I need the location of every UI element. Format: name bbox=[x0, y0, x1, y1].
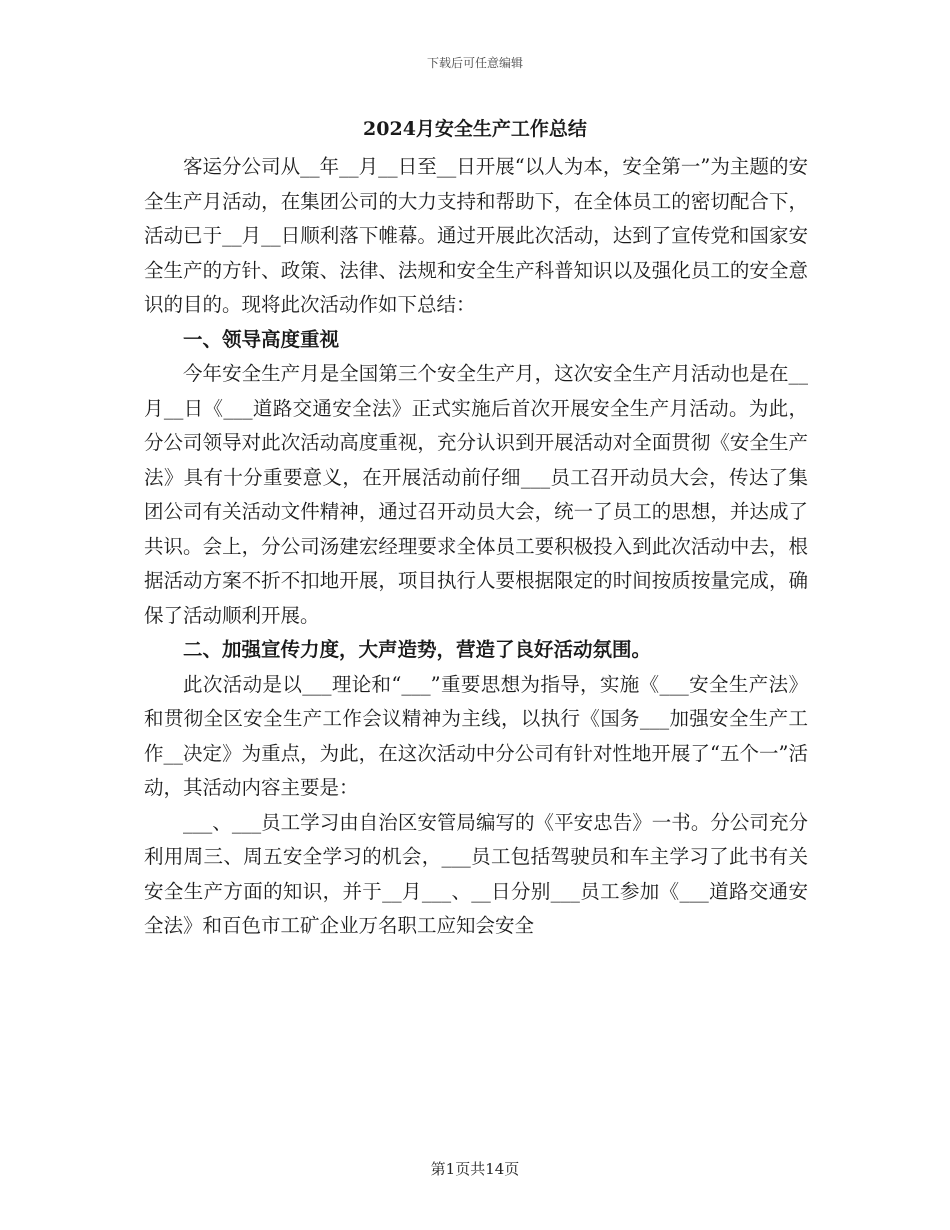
section-2-paragraph-2: ___、___员工学习由自治区安管局编写的《平安忠告》一书。分公司充分利用周三、周五安全学习的机会，___员工包括驾驶员和车主学习了此书有关安全生产方面的知识，并于__月___、__日分别___员工参加《___道路交通安全法》和百色市工矿企业万名职工应知会安全 bbox=[144, 810, 808, 937]
page-header-note: 下载后可任意编辑 bbox=[426, 56, 523, 70]
intro-paragraph: 客运分公司从__年__月__日至__日开展“以人为本，安全第一”为主题的安全生产月活动，在集团公司的大力支持和帮助下，在全体员工的密切配合下，活动已于__月__日顺利落下帷幕。通过开展此次活动，达到了宣传党和国家安全生产的方针、政策、法律、法规和安全生产科普知识以及强化员工的安全意识的目的。现将此次活动作如下总结： bbox=[144, 155, 808, 316]
section-1-heading: 一、领导高度重视 bbox=[183, 327, 340, 351]
document-body bbox=[144, 150, 808, 944]
section-2-paragraph-1: 此次活动是以___理论和“___”重要思想为指导，实施《___安全生产法》和贯彻全区安全生产工作会议精神为主线，以执行《国务___加强安全生产工作__决定》为重点，为此，在这次活动中分公司有针对性地开展了“五个一”活动，其活动内容主要是： bbox=[144, 672, 808, 799]
page-number: 第1页共14页 bbox=[430, 1160, 520, 1178]
section-1-paragraph: 今年安全生产月是全国第三个安全生产月，这次安全生产月活动也是在__月__日《___道路交通安全法》正式实施后首次开展安全生产月活动。为此，分公司领导对此次活动高度重视，充分认识到开展活动对全面贯彻《安全生产法》具有十分重要意义，在开展活动前仔细___员工召开动员大会，传达了集团公司有关活动文件精神，通过召开动员大会，统一了员工的思想，并达成了共识。会上，分公司汤建宏经理要求全体员工要积极投入到此次活动中去，根据活动方案不折不扣地开展，项目执行人要根据限定的时间按质按量完成，确保了活动顺利开展。 bbox=[144, 362, 808, 627]
section-2-heading: 二、加强宣传力度，大声造势，营造了良好活动氛围。 bbox=[183, 638, 652, 661]
document-title: 2024月安全生产工作总结 bbox=[363, 118, 587, 140]
